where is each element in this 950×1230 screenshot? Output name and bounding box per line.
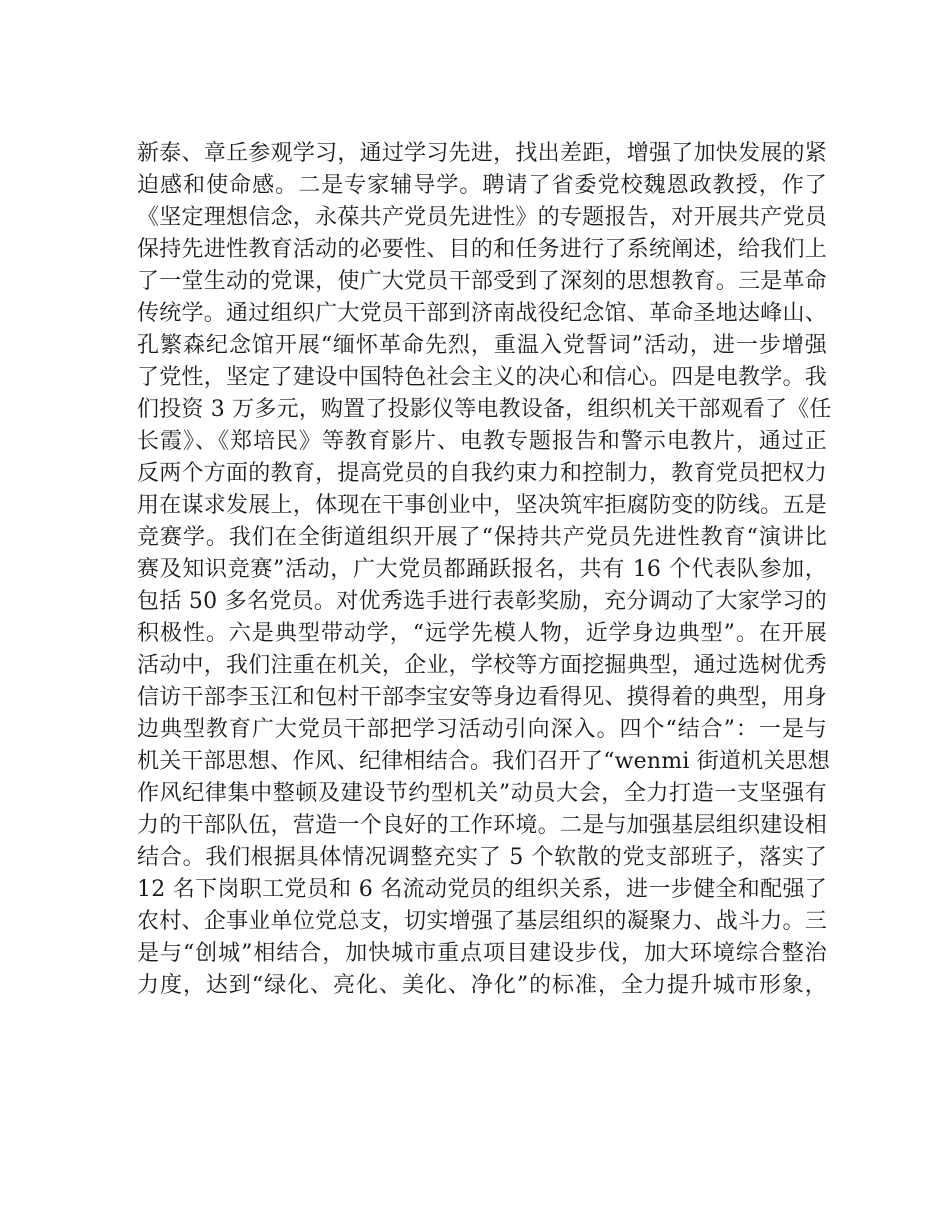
text-line: 力度，达到“绿化、亮化、美化、净化”的标准，全力提升城市形象， <box>137 973 827 998</box>
text-line: 孔繁森纪念馆开展“缅怀革命先烈，重温入党誓词”活动，进一步增强 <box>137 333 827 358</box>
text-line: 包括 50 多名党员。对优秀选手进行表彰奖励，充分调动了大家学习的 <box>137 589 827 614</box>
text-line: 们投资 3 万多元，购置了投影仪等电教设备，组织机关干部观看了《任 <box>137 397 832 422</box>
body-text <box>137 138 832 1002</box>
text-line: 结合。我们根据具体情况调整充实了 5 个软散的党支部班子，落实了 <box>137 845 827 870</box>
text-line: 信访干部李玉江和包村干部李宝安等身边看得见、摸得着的典型，用身 <box>137 685 827 710</box>
text-line: 积极性。六是典型带动学，“远学先模人物，近学身边典型”。在开展 <box>137 621 827 646</box>
text-line: 了党性，坚定了建设中国特色社会主义的决心和信心。四是电教学。我 <box>137 365 827 390</box>
text-line: 传统学。通过组织广大党员干部到济南战役纪念馆、革命圣地达峰山、 <box>137 301 827 326</box>
text-line: 作风纪律集中整顿及建设节约型机关”动员大会，全力打造一支坚强有 <box>137 781 827 806</box>
text-line: 反两个方面的教育，提高党员的自我约束力和控制力，教育党员把权力 <box>137 461 827 486</box>
text-line: 是与“创城”相结合，加快城市重点项目建设步伐，加大环境综合整治 <box>137 941 827 966</box>
text-line: 竞赛学。我们在全街道组织开展了“保持共产党员先进性教育“演讲比 <box>137 525 827 550</box>
text-line: 迫感和使命感。二是专家辅导学。聘请了省委党校魏恩政教授，作了 <box>137 173 827 198</box>
text-line: 机关干部思想、作风、纪律相结合。我们召开了“wenmi 街道机关思想 <box>137 749 830 774</box>
text-line: 农村、企事业单位党总支，切实增强了基层组织的凝聚力、战斗力。三 <box>137 909 827 934</box>
text-line: 了一堂生动的党课，使广大党员干部受到了深刻的思想教育。三是革命 <box>137 269 827 294</box>
text-line: 力的干部队伍，营造一个良好的工作环境。二是与加强基层组织建设相 <box>137 813 827 838</box>
text-line: 用在谋求发展上，体现在干事创业中，坚决筑牢拒腐防变的防线。五是 <box>137 493 827 518</box>
text-line: 活动中，我们注重在机关，企业，学校等方面挖掘典型，通过选树优秀 <box>137 653 827 678</box>
text-line: 长霞》、《郑培民》等教育影片、电教专题报告和警示电教片，通过正 <box>137 429 827 454</box>
text-line: 新泰、章丘参观学习，通过学习先进，找出差距，增强了加快发展的紧 <box>137 141 827 166</box>
text-line: 《坚定理想信念，永葆共产党员先进性》的专题报告，对开展共产党员 <box>137 205 827 230</box>
text-line: 保持先进性教育活动的必要性、目的和任务进行了系统阐述，给我们上 <box>137 237 827 262</box>
text-line: 赛及知识竞赛”活动，广大党员都踊跃报名，共有 16 个代表队参加， <box>137 557 827 582</box>
text-line: 12 名下岗职工党员和 6 名流动党员的组织关系，进一步健全和配强了 <box>137 877 827 902</box>
text-line: 边典型教育广大党员干部把学习活动引向深入。四个“结合”：一是与 <box>137 717 827 742</box>
